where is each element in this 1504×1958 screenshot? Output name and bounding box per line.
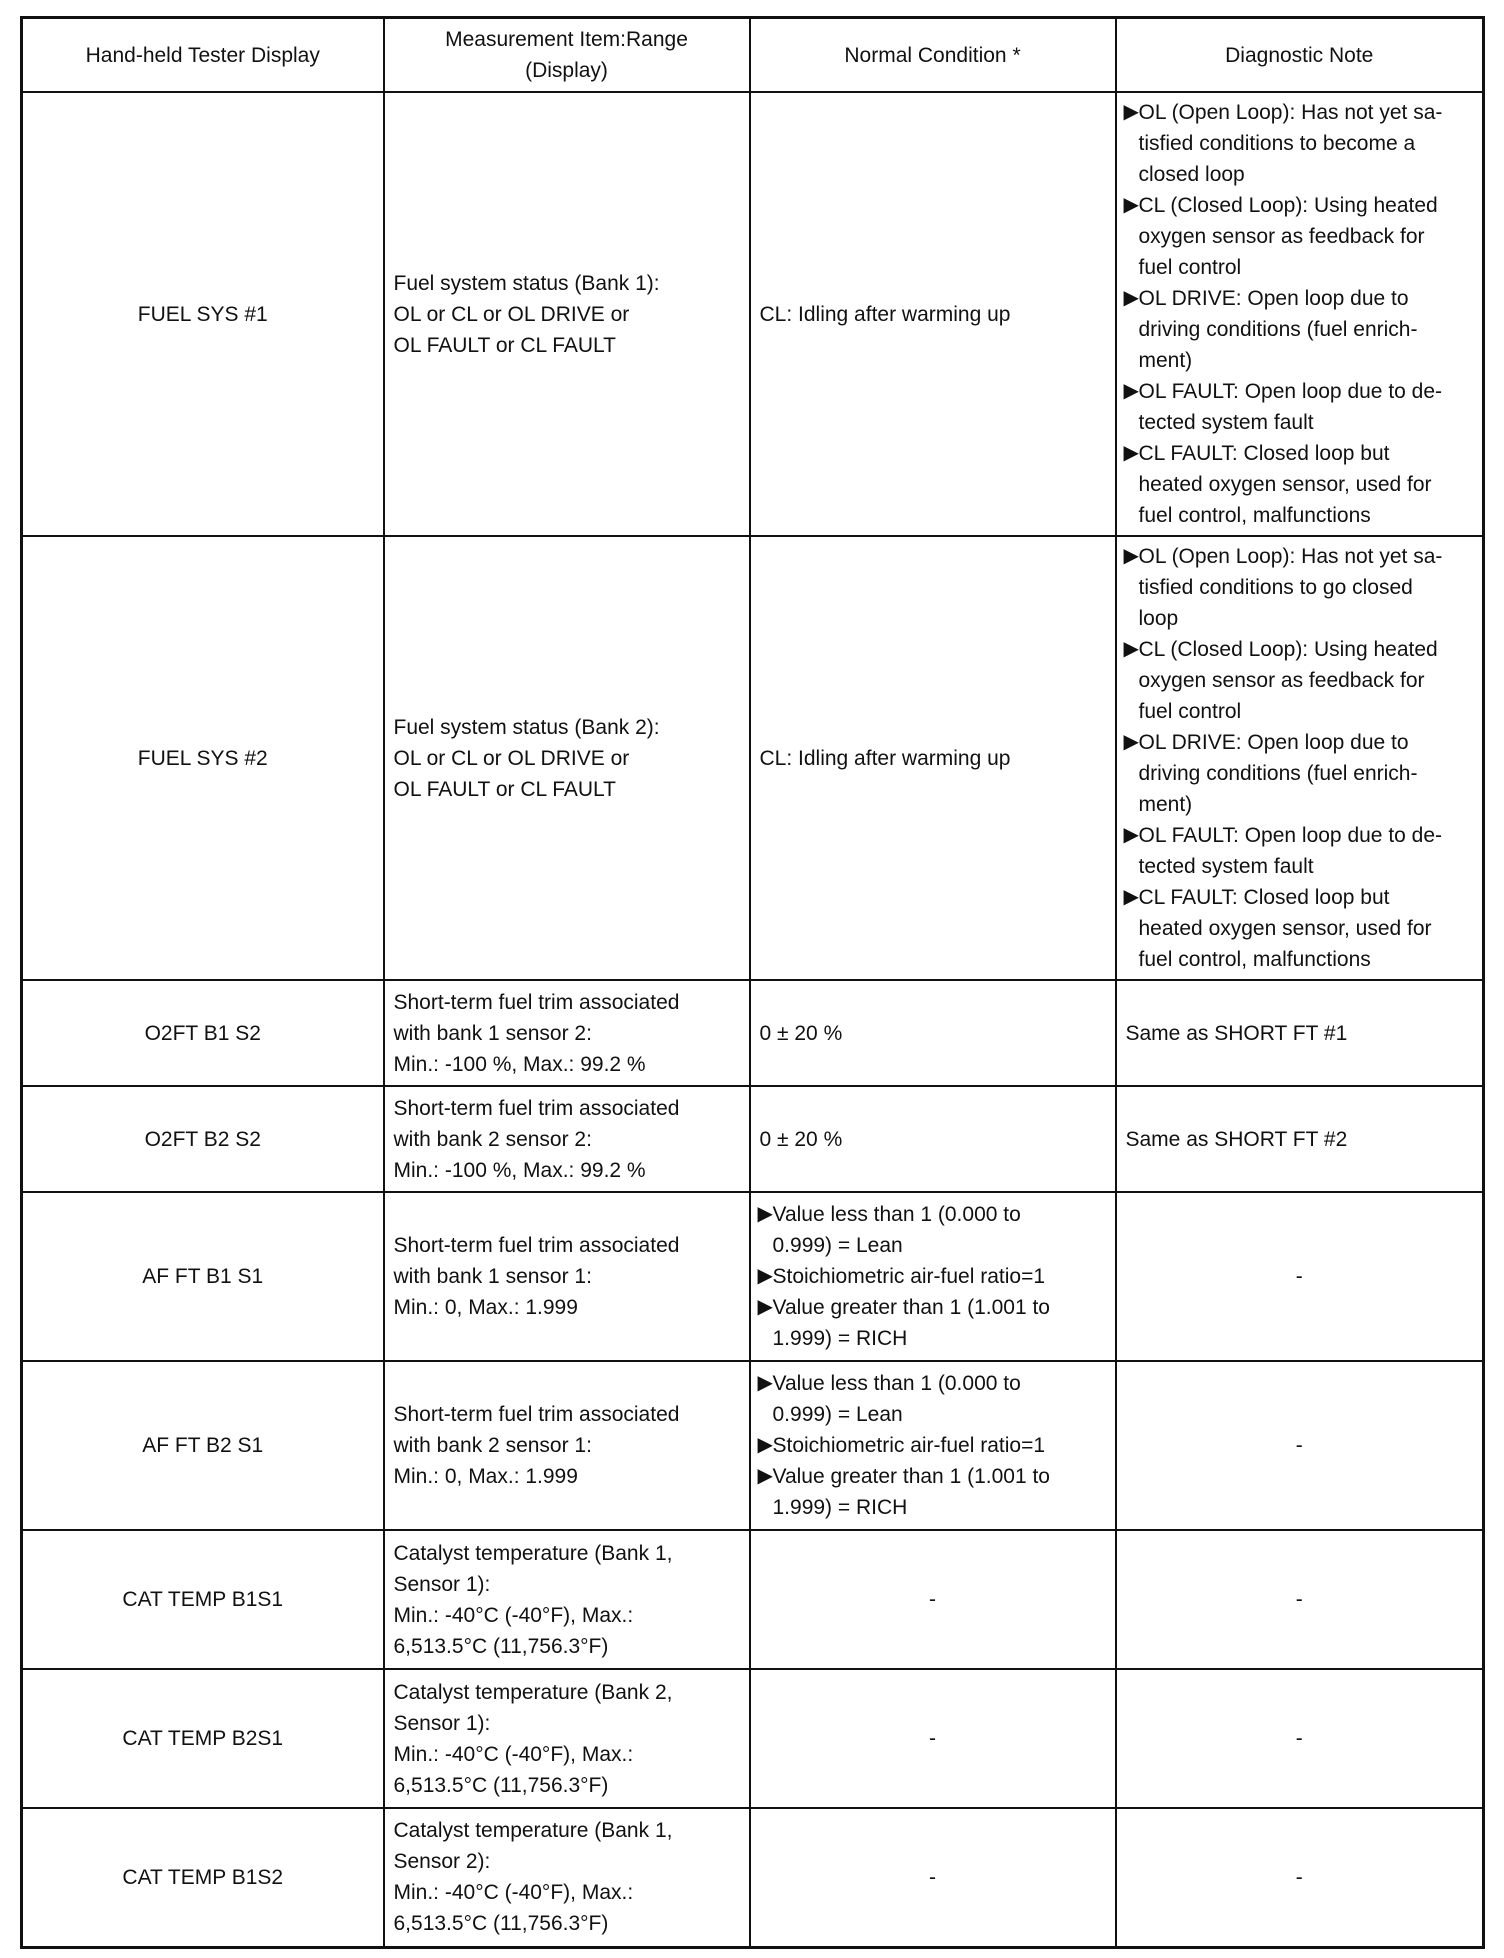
measurement-cell: Short-term fuel trim associated with bank 2 sensor 2: Min.: -100 %, Max.: 99.2 % (384, 1086, 750, 1192)
tester-display-cell: O2FT B2 S2 (22, 1086, 384, 1192)
bullet-arrow-icon: ▶ (757, 1372, 773, 1394)
bullet-arrow-icon: ▶ (1123, 731, 1139, 753)
tester-display-cell: CAT TEMP B1S1 (22, 1530, 384, 1669)
bullet-arrow-icon: ▶ (1123, 545, 1139, 567)
tester-display-cell: FUEL SYS #2 (22, 536, 384, 980)
diagnostic-note-cell: Same as SHORT FT #2 (1116, 1086, 1484, 1192)
tester-display-cell: CAT TEMP B2S1 (22, 1669, 384, 1808)
normal-condition-cell: 0 ± 20 % (750, 980, 1116, 1086)
table-row (22, 1361, 1484, 1530)
normal-condition-cell: - (750, 1808, 1116, 1947)
note-item: ▶ CL FAULT: Closed loop but heated oxygen sensor, used for fuel control, malfunctions (1126, 438, 1474, 531)
bullet-arrow-icon: ▶ (1123, 380, 1139, 402)
diagnostic-note-cell: - (1116, 1192, 1484, 1361)
note-item: ▶ CL (Closed Loop): Using heated oxygen sensor as feedback for fuel control (1126, 190, 1474, 283)
bullet-arrow-icon: ▶ (757, 1265, 773, 1287)
measurement-cell: Fuel system status (Bank 2): OL or CL or OL DRIVE or OL FAULT or CL FAULT (384, 536, 750, 980)
diagnostic-note-list (1123, 97, 1474, 531)
condition-item: ▶ Value less than 1 (0.000 to 0.999) = Lean (760, 1368, 1106, 1430)
measurement-cell: Short-term fuel trim associated with bank 1 sensor 2: Min.: -100 %, Max.: 99.2 % (384, 980, 750, 1086)
note-item: ▶ OL FAULT: Open loop due to de- tected system fault (1126, 820, 1474, 882)
normal-condition-cell (750, 1192, 1116, 1361)
note-item: ▶ OL (Open Loop): Has not yet sa- tisfied conditions to go closed loop (1126, 541, 1474, 634)
normal-condition-cell: CL: Idling after warming up (750, 92, 1116, 536)
bullet-arrow-icon: ▶ (757, 1434, 773, 1456)
table-row (22, 536, 1484, 980)
measurement-cell: Catalyst temperature (Bank 1, Sensor 2): Min.: -40°C (-40°F), Max.: 6,513.5°C (11,756.3°F) (384, 1808, 750, 1947)
bullet-arrow-icon: ▶ (1123, 101, 1139, 123)
table-row (22, 1669, 1484, 1808)
measurement-cell: Catalyst temperature (Bank 2, Sensor 1): Min.: -40°C (-40°F), Max.: 6,513.5°C (11,756.3°F) (384, 1669, 750, 1808)
bullet-arrow-icon: ▶ (757, 1203, 773, 1225)
normal-condition-cell (750, 1361, 1116, 1530)
note-item: ▶ OL FAULT: Open loop due to de- tected system fault (1126, 376, 1474, 438)
bullet-arrow-icon: ▶ (1123, 287, 1139, 309)
note-item: ▶ CL (Closed Loop): Using heated oxygen sensor as feedback for fuel control (1126, 634, 1474, 727)
measurement-cell: Catalyst temperature (Bank 1, Sensor 1): Min.: -40°C (-40°F), Max.: 6,513.5°C (11,756.3°F) (384, 1530, 750, 1669)
normal-condition-cell: - (750, 1669, 1116, 1808)
diagnostic-note-cell (1116, 92, 1484, 536)
table-row (22, 1192, 1484, 1361)
tester-display-cell: AF FT B2 S1 (22, 1361, 384, 1530)
tester-display-cell: O2FT B1 S2 (22, 980, 384, 1086)
bullet-arrow-icon: ▶ (757, 1296, 773, 1318)
diagnostic-data-table (20, 16, 1485, 1949)
header-normal-condition: Normal Condition * (750, 18, 1116, 93)
tester-display-cell: CAT TEMP B1S2 (22, 1808, 384, 1947)
diagnostic-note-cell: - (1116, 1530, 1484, 1669)
bullet-arrow-icon: ▶ (1123, 886, 1139, 908)
condition-item: ▶ Stoichiometric air-fuel ratio=1 (760, 1430, 1106, 1461)
note-item: ▶ CL FAULT: Closed loop but heated oxygen sensor, used for fuel control, malfunctions (1126, 882, 1474, 975)
table-row (22, 980, 1484, 1086)
bullet-arrow-icon: ▶ (757, 1465, 773, 1487)
bullet-arrow-icon: ▶ (1123, 824, 1139, 846)
normal-condition-cell: CL: Idling after warming up (750, 536, 1116, 980)
normal-condition-cell: 0 ± 20 % (750, 1086, 1116, 1192)
table-row (22, 1808, 1484, 1947)
header-diagnostic-note: Diagnostic Note (1116, 18, 1484, 93)
normal-condition-cell: - (750, 1530, 1116, 1669)
bullet-arrow-icon: ▶ (1123, 194, 1139, 216)
condition-item: ▶ Value greater than 1 (1.001 to 1.999) = RICH (760, 1292, 1106, 1354)
tester-display-cell: FUEL SYS #1 (22, 92, 384, 536)
table-header-row (22, 18, 1484, 93)
note-item: ▶ OL DRIVE: Open loop due to driving conditions (fuel enrich- ment) (1126, 283, 1474, 376)
note-item: ▶ OL DRIVE: Open loop due to driving conditions (fuel enrich- ment) (1126, 727, 1474, 820)
diagnostic-note-cell: Same as SHORT FT #1 (1116, 980, 1484, 1086)
diagnostic-note-list (1123, 541, 1474, 975)
header-tester-display: Hand-held Tester Display (22, 18, 384, 93)
bullet-arrow-icon: ▶ (1123, 638, 1139, 660)
condition-item: ▶ Stoichiometric air-fuel ratio=1 (760, 1261, 1106, 1292)
table-row (22, 1530, 1484, 1669)
tester-display-cell: AF FT B1 S1 (22, 1192, 384, 1361)
measurement-cell: Short-term fuel trim associated with bank 1 sensor 1: Min.: 0, Max.: 1.999 (384, 1192, 750, 1361)
normal-condition-list (757, 1368, 1106, 1523)
diagnostic-note-cell (1116, 536, 1484, 980)
measurement-cell: Short-term fuel trim associated with bank 2 sensor 1: Min.: 0, Max.: 1.999 (384, 1361, 750, 1530)
note-item: ▶ OL (Open Loop): Has not yet sa- tisfied conditions to become a closed loop (1126, 97, 1474, 190)
table-row (22, 1086, 1484, 1192)
bullet-arrow-icon: ▶ (1123, 442, 1139, 464)
measurement-cell: Fuel system status (Bank 1): OL or CL or OL DRIVE or OL FAULT or CL FAULT (384, 92, 750, 536)
diagnostic-note-cell: - (1116, 1808, 1484, 1947)
condition-item: ▶ Value greater than 1 (1.001 to 1.999) = RICH (760, 1461, 1106, 1523)
table-row (22, 92, 1484, 536)
header-measurement-item: Measurement Item:Range (Display) (384, 18, 750, 93)
diagnostic-note-cell: - (1116, 1361, 1484, 1530)
normal-condition-list (757, 1199, 1106, 1354)
diagnostic-note-cell: - (1116, 1669, 1484, 1808)
condition-item: ▶ Value less than 1 (0.000 to 0.999) = Lean (760, 1199, 1106, 1261)
